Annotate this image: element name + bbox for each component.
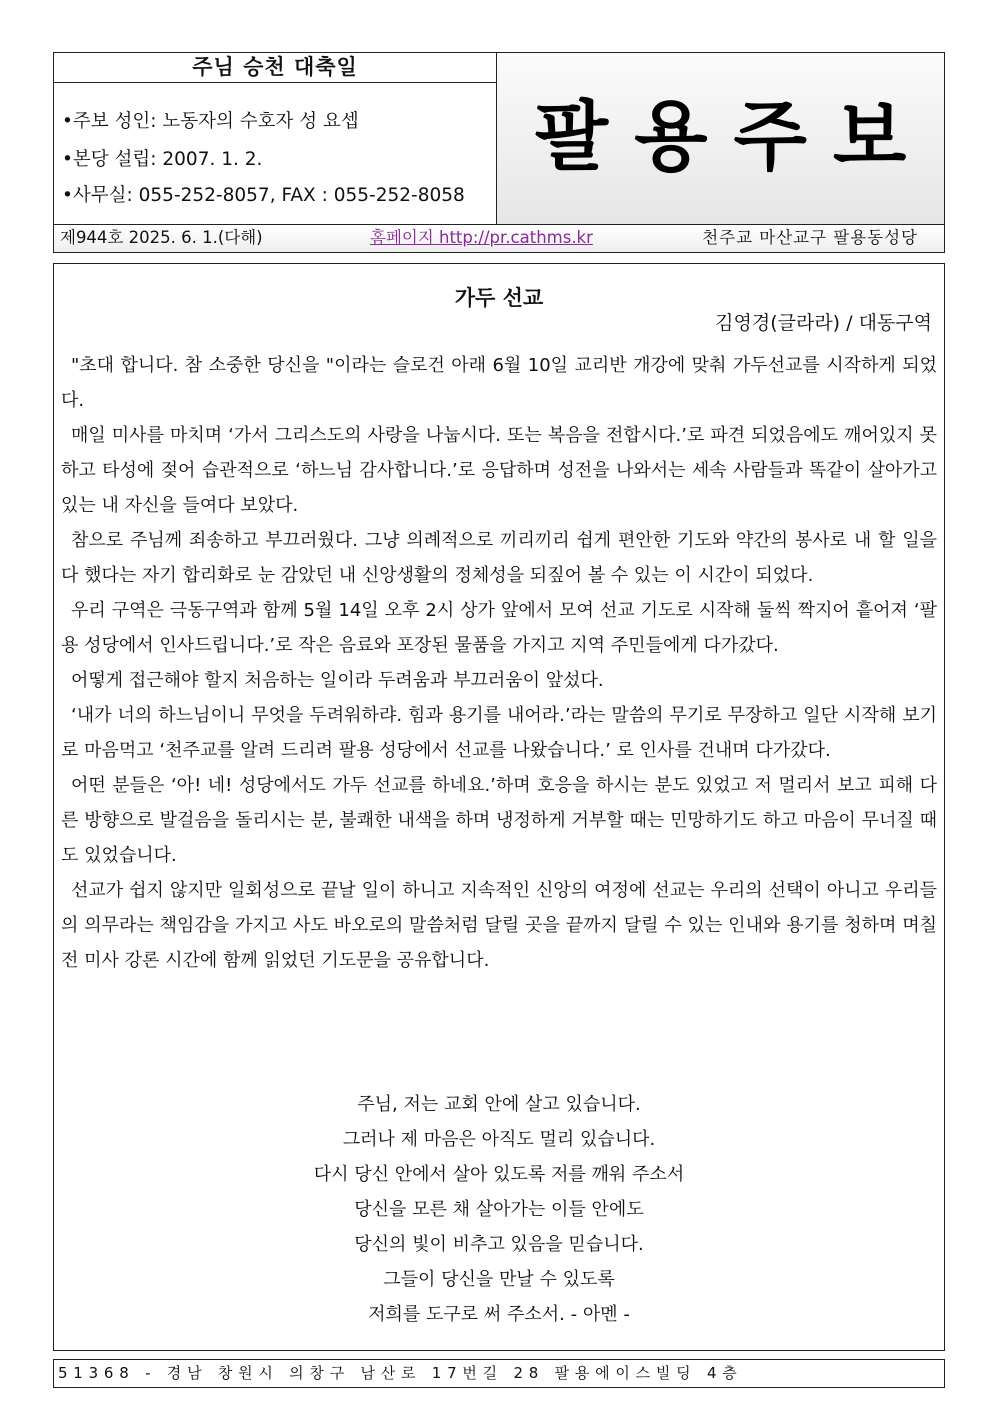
article-paragraph: 어떻게 접근해야 할지 처음하는 일이라 두려움과 부끄러움이 앞섰다.	[71, 670, 604, 691]
issue-number-date: 제944호 2025. 6. 1.(다해)	[60, 228, 263, 247]
article-paragraph: 참으로 주님께 죄송하고 부끄러웠다. 그냥 의례적으로 끼리끼리 쉽게 편안한 기도와 약간의 봉사로 내 할 일을 다 했다는 자기 합리화로 눈 감았던 내 신앙생활의 정체성을 되짚어 볼 수 있는 이 시간이 되었다.	[61, 530, 937, 586]
prayer-verse	[54, 1087, 944, 1332]
article-author: 김영경(글라라) / 대동구역	[715, 312, 932, 334]
homepage-link[interactable]: 홈페이지 http://pr.cathms.kr	[370, 228, 593, 247]
prayer-line: 그들이 당신을 만날 수 있도록	[383, 1269, 615, 1290]
article-paragraph: 어떤 분들은 ‘아! 네! 성당에서도 가두 선교를 하네요.’하며 호응을 하시는 분도 있었고 저 멀리서 보고 피해 다른 방향으로 발걸음을 돌리시는 분, 불쾌한 내색을 하며 냉정하게 거부할 때는 민망하기도 하고 마음이 무너질 때도 있었습니다.	[61, 775, 937, 866]
masthead-info-panel	[54, 53, 497, 224]
article-paragraph: 우리 구역은 극동구역과 함께 5월 14일 오후 2시 상가 앞에서 모여 선교 기도로 시작해 둘씩 짝지어 흩어져 ‘팔용 성당에서 인사드립니다.’로 작은 음료와 포장된 물품을 가지고 지역 주민들에게 다가갔다.	[61, 600, 937, 656]
founding-date-line: •본당 설립: 2007. 1. 2.	[62, 149, 263, 170]
office-contact-line: •사무실: 055-252-8057, FAX : 055-252-8058	[62, 185, 465, 206]
article-paragraph: ‘내가 너의 하느님이니 무엇을 두려워하랴. 힘과 용기를 내어라.’라는 말씀의 무기로 무장하고 일단 시작해 보기로 마음먹고 ‘천주교를 알려 드리려 팔용 성당에서 선교를 나왔습니다.’ 로 인사를 건내며 다가갔다.	[61, 705, 937, 761]
prayer-line: 저희를 도구로 써 주소서. - 아멘 -	[368, 1304, 630, 1325]
article-paragraph: "초대 합니다. 참 소중한 당신을 "이라는 슬로건 아래 6월 10일 교리반 개강에 맞춰 가두선교를 시작하게 되었다.	[61, 355, 937, 411]
prayer-line: 주님, 저는 교회 안에 살고 있습니다.	[357, 1094, 641, 1115]
article-paragraph: 매일 미사를 마치며 ‘가서 그리스도의 사랑을 나눕시다. 또는 복음을 전합시다.’로 파견 되었음에도 깨어있지 못하고 타성에 젖어 습관적으로 ‘하느님 감사합니다.’로 응답하며 성전을 나와서는 세속 사람들과 똑같이 살아가고 있는 내 자신을 들여다 보았다.	[61, 425, 937, 516]
issue-meta-bar	[53, 225, 945, 253]
article-title: 가두 선교	[454, 286, 544, 310]
article-paragraph: 선교가 쉽지 않지만 일회성으로 끝날 일이 하니고 지속적인 신앙의 여정에 선교는 우리의 선택이 아니고 우리들의 의무라는 책임감을 가지고 사도 바오로의 말씀처럼 달릴 곳을 끝까지 달릴 수 있는 인내와 용기를 청하며 며칠 전 미사 강론 시간에 함께 읽었던 기도문을 공유합니다.	[61, 880, 937, 971]
patron-saint-line: •주보 성인: 노동자의 수호자 성 요셉	[62, 111, 359, 132]
parish-name: 천주교 마산교구 팔용동성당	[702, 228, 918, 247]
masthead-title-panel	[497, 53, 944, 224]
feast-title: 주님 승천 대축일	[54, 53, 496, 83]
article	[53, 263, 945, 1351]
prayer-line: 그러나 제 마음은 아직도 멀리 있습니다.	[342, 1129, 656, 1150]
bulletin-name: 팔용주보	[534, 92, 933, 181]
prayer-line: 당신을 모른 채 살아가는 이들 안에도	[354, 1199, 644, 1220]
article-body	[61, 348, 937, 978]
masthead	[53, 52, 945, 225]
prayer-line: 당신의 빛이 비추고 있음을 믿습니다.	[354, 1234, 644, 1255]
prayer-line: 다시 당신 안에서 살아 있도록 저를 깨워 주소서	[313, 1164, 685, 1185]
footer-address: 5 1 3 6 8 - 경 남 창 원 시 의 창 구 남 산 로 1 7 번 길 2 8 팔 용 에 이 스 빌 딩 4 층	[53, 1359, 945, 1388]
